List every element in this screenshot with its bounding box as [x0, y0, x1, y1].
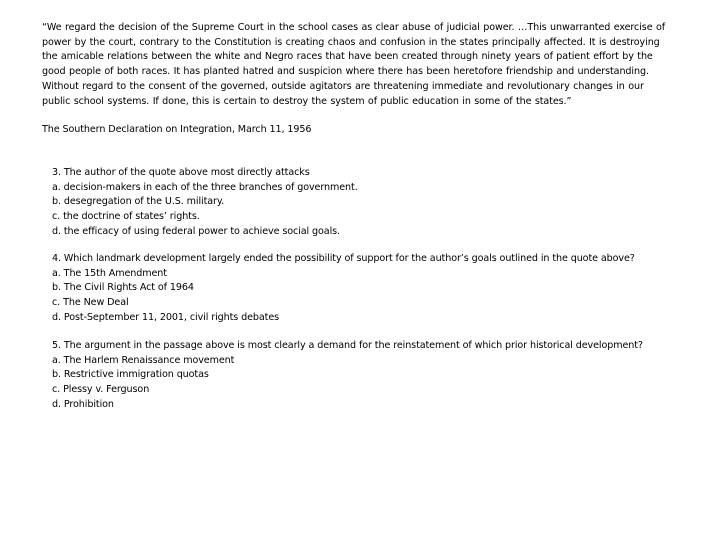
- answer-option-c: c. the doctrine of states’ rights.: [52, 211, 200, 223]
- answer-option-d: d. Prohibition: [52, 398, 114, 410]
- answer-option-a: a. The Harlem Renaissance movement: [52, 354, 235, 366]
- answer-option-b: b. Restrictive immigration quotas: [52, 369, 209, 381]
- quote-block: [42, 21, 682, 109]
- question-5: [52, 339, 643, 413]
- question-stem: 3. The author of the quote above most directly attacks: [52, 167, 310, 178]
- answer-option-a: a. The 15th Amendment: [52, 267, 167, 279]
- quote-line: good people of both races. It has planted hatred and suspicion where there has been heretofore friendship and understanding.: [42, 66, 649, 78]
- question-stem: 5. The argument in the passage above is most clearly a demand for the reinstatement of which prior historical development?: [52, 340, 643, 351]
- answer-option-a: a. decision-makers in each of the three branches of government.: [52, 181, 358, 193]
- answer-option-b: b. The Civil Rights Act of 1964: [52, 282, 194, 294]
- quote-line: public school systems. If done, this is certain to destroy the system of public education in some of the states.”: [42, 95, 572, 107]
- quote-line: “We regard the decision of the Supreme Court in the school cases as clear abuse of judicial power. …This unwarranted exercise of: [42, 22, 665, 33]
- question-4: [52, 252, 635, 326]
- answer-option-d: d. the efficacy of using federal power to achieve social goals.: [52, 225, 341, 237]
- answer-option-d: d. Post-September 11, 2001, civil rights debates: [52, 311, 280, 323]
- question-stem: 4. Which landmark development largely ended the possibility of support for the author’s goals outlined in the quote above?: [52, 253, 635, 264]
- question-3: [52, 166, 358, 240]
- quote-line: the amicable relations between the white and Negro races that have been created through ninety years of patient effort by the: [42, 51, 653, 63]
- answer-option-c: c. Plessy v. Ferguson: [52, 384, 150, 396]
- quote-source: The Southern Declaration on Integration, March 11, 1956: [42, 124, 312, 135]
- answer-option-b: b. desegregation of the U.S. military.: [52, 196, 225, 208]
- quote-line: Without regard to the consent of the governed, outside agitators are threatening immediate and revolutionary changes in our: [42, 80, 644, 92]
- answer-option-c: c. The New Deal: [52, 297, 129, 309]
- quote-line: power by the court, contrary to the Constitution is creating chaos and confusion in the states principally affected. It is destroying: [42, 36, 660, 48]
